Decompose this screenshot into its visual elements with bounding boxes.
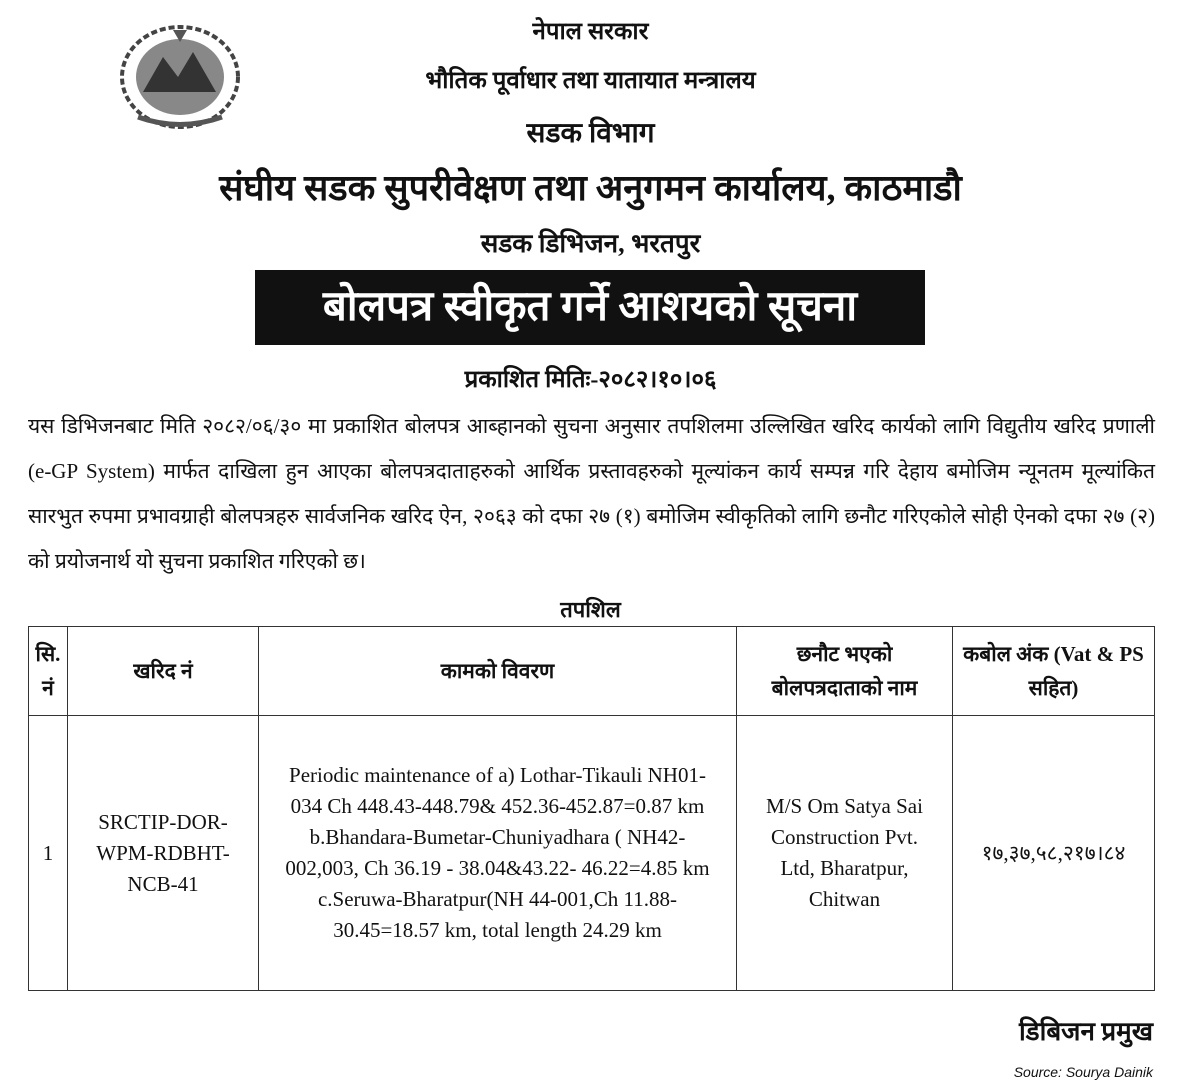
ministry-name: भौतिक पूर्वाधार तथा यातायात मन्त्रालय (425, 68, 756, 94)
cell-procurement-no: SRCTIP-DOR-WPM-RDBHT-NCB-41 (68, 716, 259, 991)
details-table (28, 626, 1155, 991)
notice-body: यस डिभिजनबाट मिति २०८२/०६/३० मा प्रकाशित बोलपत्र आब्हानको सुचना अनुसार तपशिलमा उल्लिखित खरिद कार्यको लागि विद्युतीय खरिद प्रणाली (e-GP System) मार्फत दाखिला हुन आएका बोलपत्रदाताहरुको आर्थिक प्रस्तावहरुको मूल्यांकन कार्य सम्पन्न गरि देहाय बमोजिम न्यूनतम मूल्यांकित सारभुत रुपमा प्रभावग्राही बोलपत्रहरु सार्वजनिक खरिद ऐन, २०६३ को दफा २७ (१) बमोजिम स्वीकृतिको लागि छनौट गरिएकोले सोही ऐनको दफा २७ (२) को प्रयोजनार्थ यो सुचना प्रकाशित गरिएको छ। (28, 414, 1155, 573)
header-bidder: छनौट भएको बोलपत्रदाताको नाम (737, 627, 953, 716)
table-caption: तपशिल (560, 597, 621, 622)
table-header-row (29, 627, 1155, 716)
header-amount: कबोल अंक (Vat & PS सहित) (953, 627, 1155, 716)
department-name: सडक विभाग (526, 118, 655, 149)
source-credit: Source: Sourya Dainik (1013, 1064, 1153, 1080)
cell-sn: 1 (29, 716, 68, 991)
header-description: कामको विवरण (259, 627, 737, 716)
cell-bidder: M/S Om Satya Sai Construction Pvt. Ltd, Bharatpur, Chitwan (737, 716, 953, 991)
table-row (29, 716, 1155, 991)
signature-title: डिबिजन प्रमुख (1018, 1017, 1153, 1046)
office-name: संघीय सडक सुपरीवेक्षण तथा अनुगमन कार्यालय, काठमाडौ (219, 168, 962, 208)
cell-amount: १७,३७,५८,२१७।८४ (953, 716, 1155, 991)
cell-description: Periodic maintenance of a) Lothar-Tikauli NH01-034 Ch 448.43-448.79& 452.36-452.87=0.87 km b.Bhandara-Bumetar-Chuniyadhara ( NH42-002,003, Ch 36.19 - 38.04&43.22- 46.22=4.85 km c.Seruwa-Bharatpur(NH 44-001,Ch 11.88-30.45=18.57 km, total length 24.29 km (259, 716, 737, 991)
notice-title: बोलपत्र स्वीकृत गर्ने आशयको सूचना (255, 270, 925, 345)
header-procurement-no: खरिद नं (68, 627, 259, 716)
published-date: प्रकाशित मितिः-२०८२।१०।०६ (464, 367, 717, 393)
header-sn: सि. नं (29, 627, 68, 716)
government-name: नेपाल सरकार (532, 19, 649, 45)
division-name: सडक डिभिजन, भरतपुर (480, 229, 701, 258)
